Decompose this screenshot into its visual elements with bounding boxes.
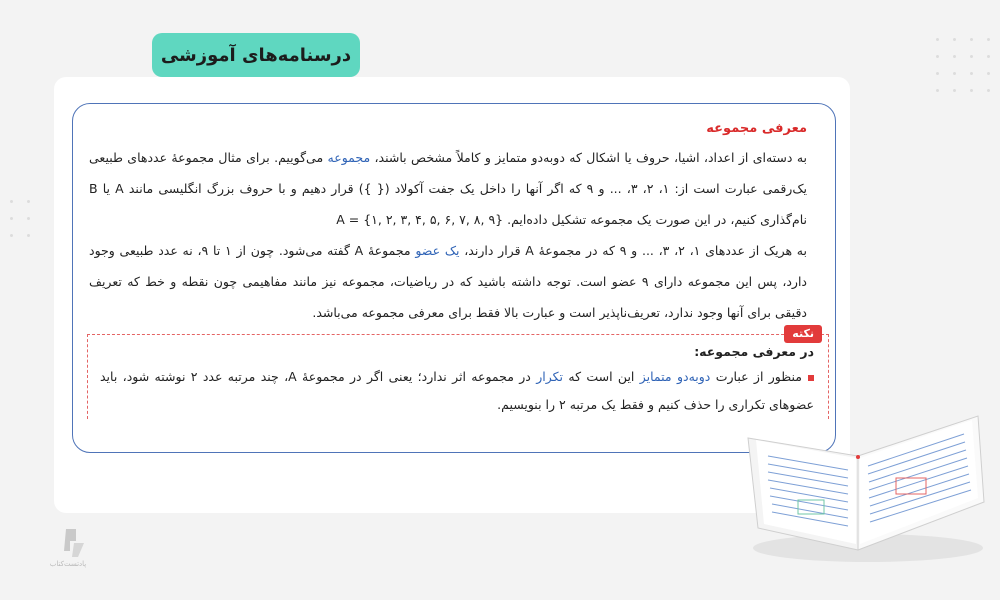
term-set-highlight: مجموعه <box>327 150 371 165</box>
paragraph-1 <box>89 142 807 235</box>
lesson-content <box>72 103 836 453</box>
note-badge: نکته <box>784 325 822 343</box>
open-book-illustration <box>738 378 988 568</box>
paragraph-2-text-a: به هریک از عددهای ۱، ۲، ۳، ... و ۹ که در مجموعهٔ A قرار دارند، <box>459 243 807 258</box>
section-title: معرفی مجموعه <box>706 121 807 136</box>
term-repeat-highlight: تکرار <box>536 369 564 384</box>
paragraph-1-text-b: می‌گوییم. برای مثال مجموعهٔ عددهای طبیعی یک‌رقمی عبارت است از: ۱، ۲، ۳، ... و ۹ که اگر آنها را داخل یک جفت آکولاد ({ }) قرار دهیم و با حروف بزرگ انگلیسی مانند A یا B نام‌گذاری کنیم، در این صورت یک مجموعه تشکیل داده‌ایم. <box>89 150 808 227</box>
page-title-tab <box>152 33 360 77</box>
decorative-dots-left <box>10 200 30 237</box>
note-heading: در معرفی مجموعه: <box>694 344 814 359</box>
paragraph-2 <box>89 235 807 328</box>
note-bullet-item <box>100 363 814 419</box>
paragraph-1-text-a: به دسته‌ای از اعداد، اشیا، حروف یا اشکال که دوبه‌دو متمایز و کاملاً مشخص باشند، <box>370 150 808 165</box>
note-box <box>87 327 829 419</box>
paragraph-2-text-b: مجموعهٔ A گفته می‌شود. چون از ۱ تا ۹، نه عدد طبیعی وجود دارد، پس این مجموعه دارای ۹ عضو است. توجه داشته باشید که در ریاضیات، مجموعه نیز مانند مفاهیمی چون نقطه و خط که تعریف دقیقی برای آنها وجود ندارد، تعریف‌ناپذیر است و عبارت بالا فقط برای معرفی مجموعه می‌باشد. <box>89 243 807 320</box>
brand-logo-text: پادتست‌کتاب <box>49 560 87 568</box>
note-text-a: منظور از عبارت <box>710 369 802 384</box>
set-formula: A = {۱, ۲, ۳, ۴, ۵, ۶, ۷, ۸, ۹} <box>336 212 504 227</box>
page-title: درسنامه‌های آموزشی <box>160 44 352 66</box>
note-text-b: این است که <box>563 369 640 384</box>
term-member-highlight: یک عضو <box>415 243 460 258</box>
note-text-c: در مجموعه اثر ندارد؛ یعنی اگر در مجموعهٔ A، چند مرتبه عدد ۲ نوشته شود، باید عضوهای تکراری را حذف کنیم و فقط یک مرتبه ۲ را بنویسیم. <box>100 369 814 412</box>
term-distinct-highlight: دوبه‌دو متمایز <box>639 369 711 384</box>
decorative-dots-right <box>936 38 990 92</box>
